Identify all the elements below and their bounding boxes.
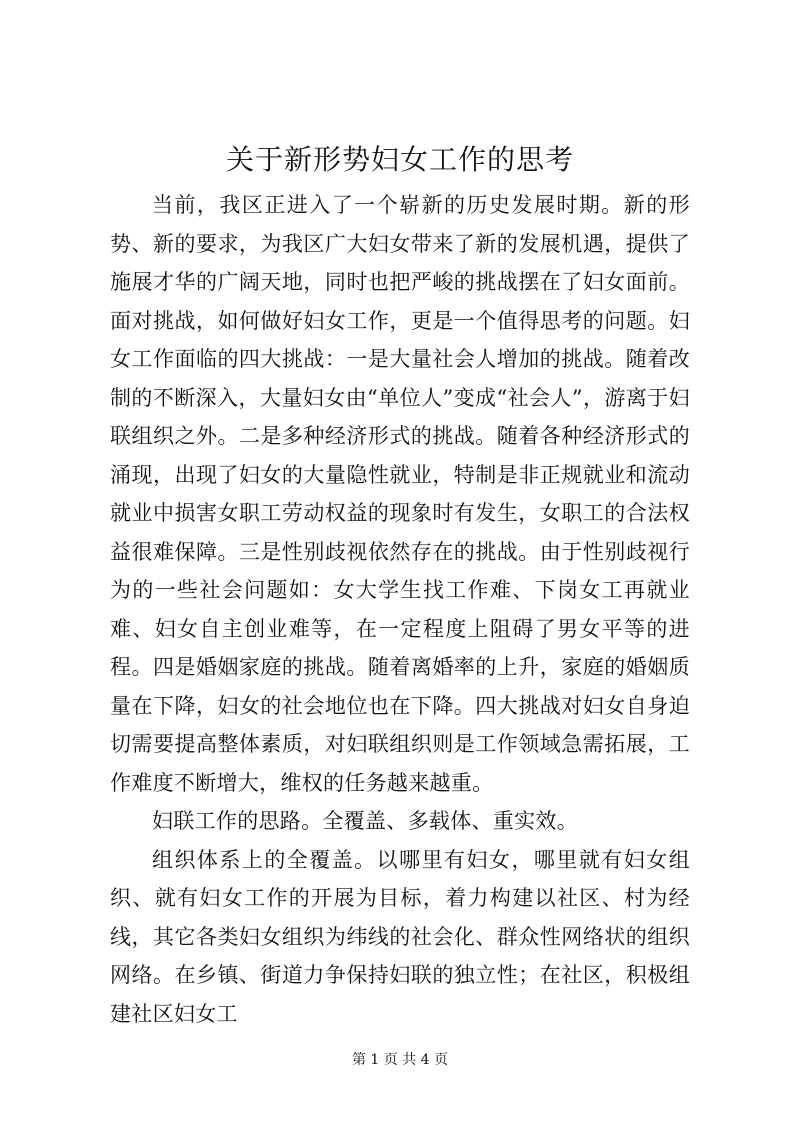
paragraph-1: 当前，我区正进入了一个崭新的历史发展时期。新的形势、新的要求，为我区广大妇女带来了新的发展机遇，提供了施展才华的广阔天地，同时也把严峻的挑战摆在了妇女面前。面对挑战，如何做好妇女工作，更是一个值得思考的问题。妇女工作面临的四大挑战：一是大量社会人增加的挑战。随着改制的不断深入，大量妇女由“单位人”变成“社会人”，游离于妇联组织之外。二是多种经济形式的挑战。随着各种经济形式的涌现，出现了妇女的大量隐性就业，特制是非正规就业和流动就业中损害女职工劳动权益的现象时有发生，女职工的合法权益很难保障。三是性别歧视依然存在的挑战。由于性别歧视行为的一些社会问题如：女大学生找工作难、下岗女工再就业难、妇女自主创业难等，在一定程度上阻碍了男女平等的进程。四是婚姻家庭的挑战。随着离婚率的上升，家庭的婚姻质量在下降，妇女的社会地位也在下降。四大挑战对妇女自身迫切需要提高整体素质，对妇联组织则是工作领域急需拓展，工作难度不断增大，维权的任务越来越重。 — [110, 193, 690, 795]
document-body — [110, 186, 690, 1033]
page-footer: 第 1 页 共 4 页 — [351, 1052, 449, 1068]
paragraph-2: 妇联工作的思路。全覆盖、多载体、重实效。 — [152, 809, 578, 833]
paragraph-3: 组织体系上的全覆盖。以哪里有妇女，哪里就有妇女组织、就有妇女工作的开展为目标，着力构建以社区、村为经线，其它各类妇女组织为纬线的社会化、群众性网络状的组织网络。在乡镇、街道力争保持妇联的独立性；在社区，积极组建社区妇女工 — [110, 847, 690, 1026]
document-title: 关于新形势妇女工作的思考 — [225, 143, 574, 176]
